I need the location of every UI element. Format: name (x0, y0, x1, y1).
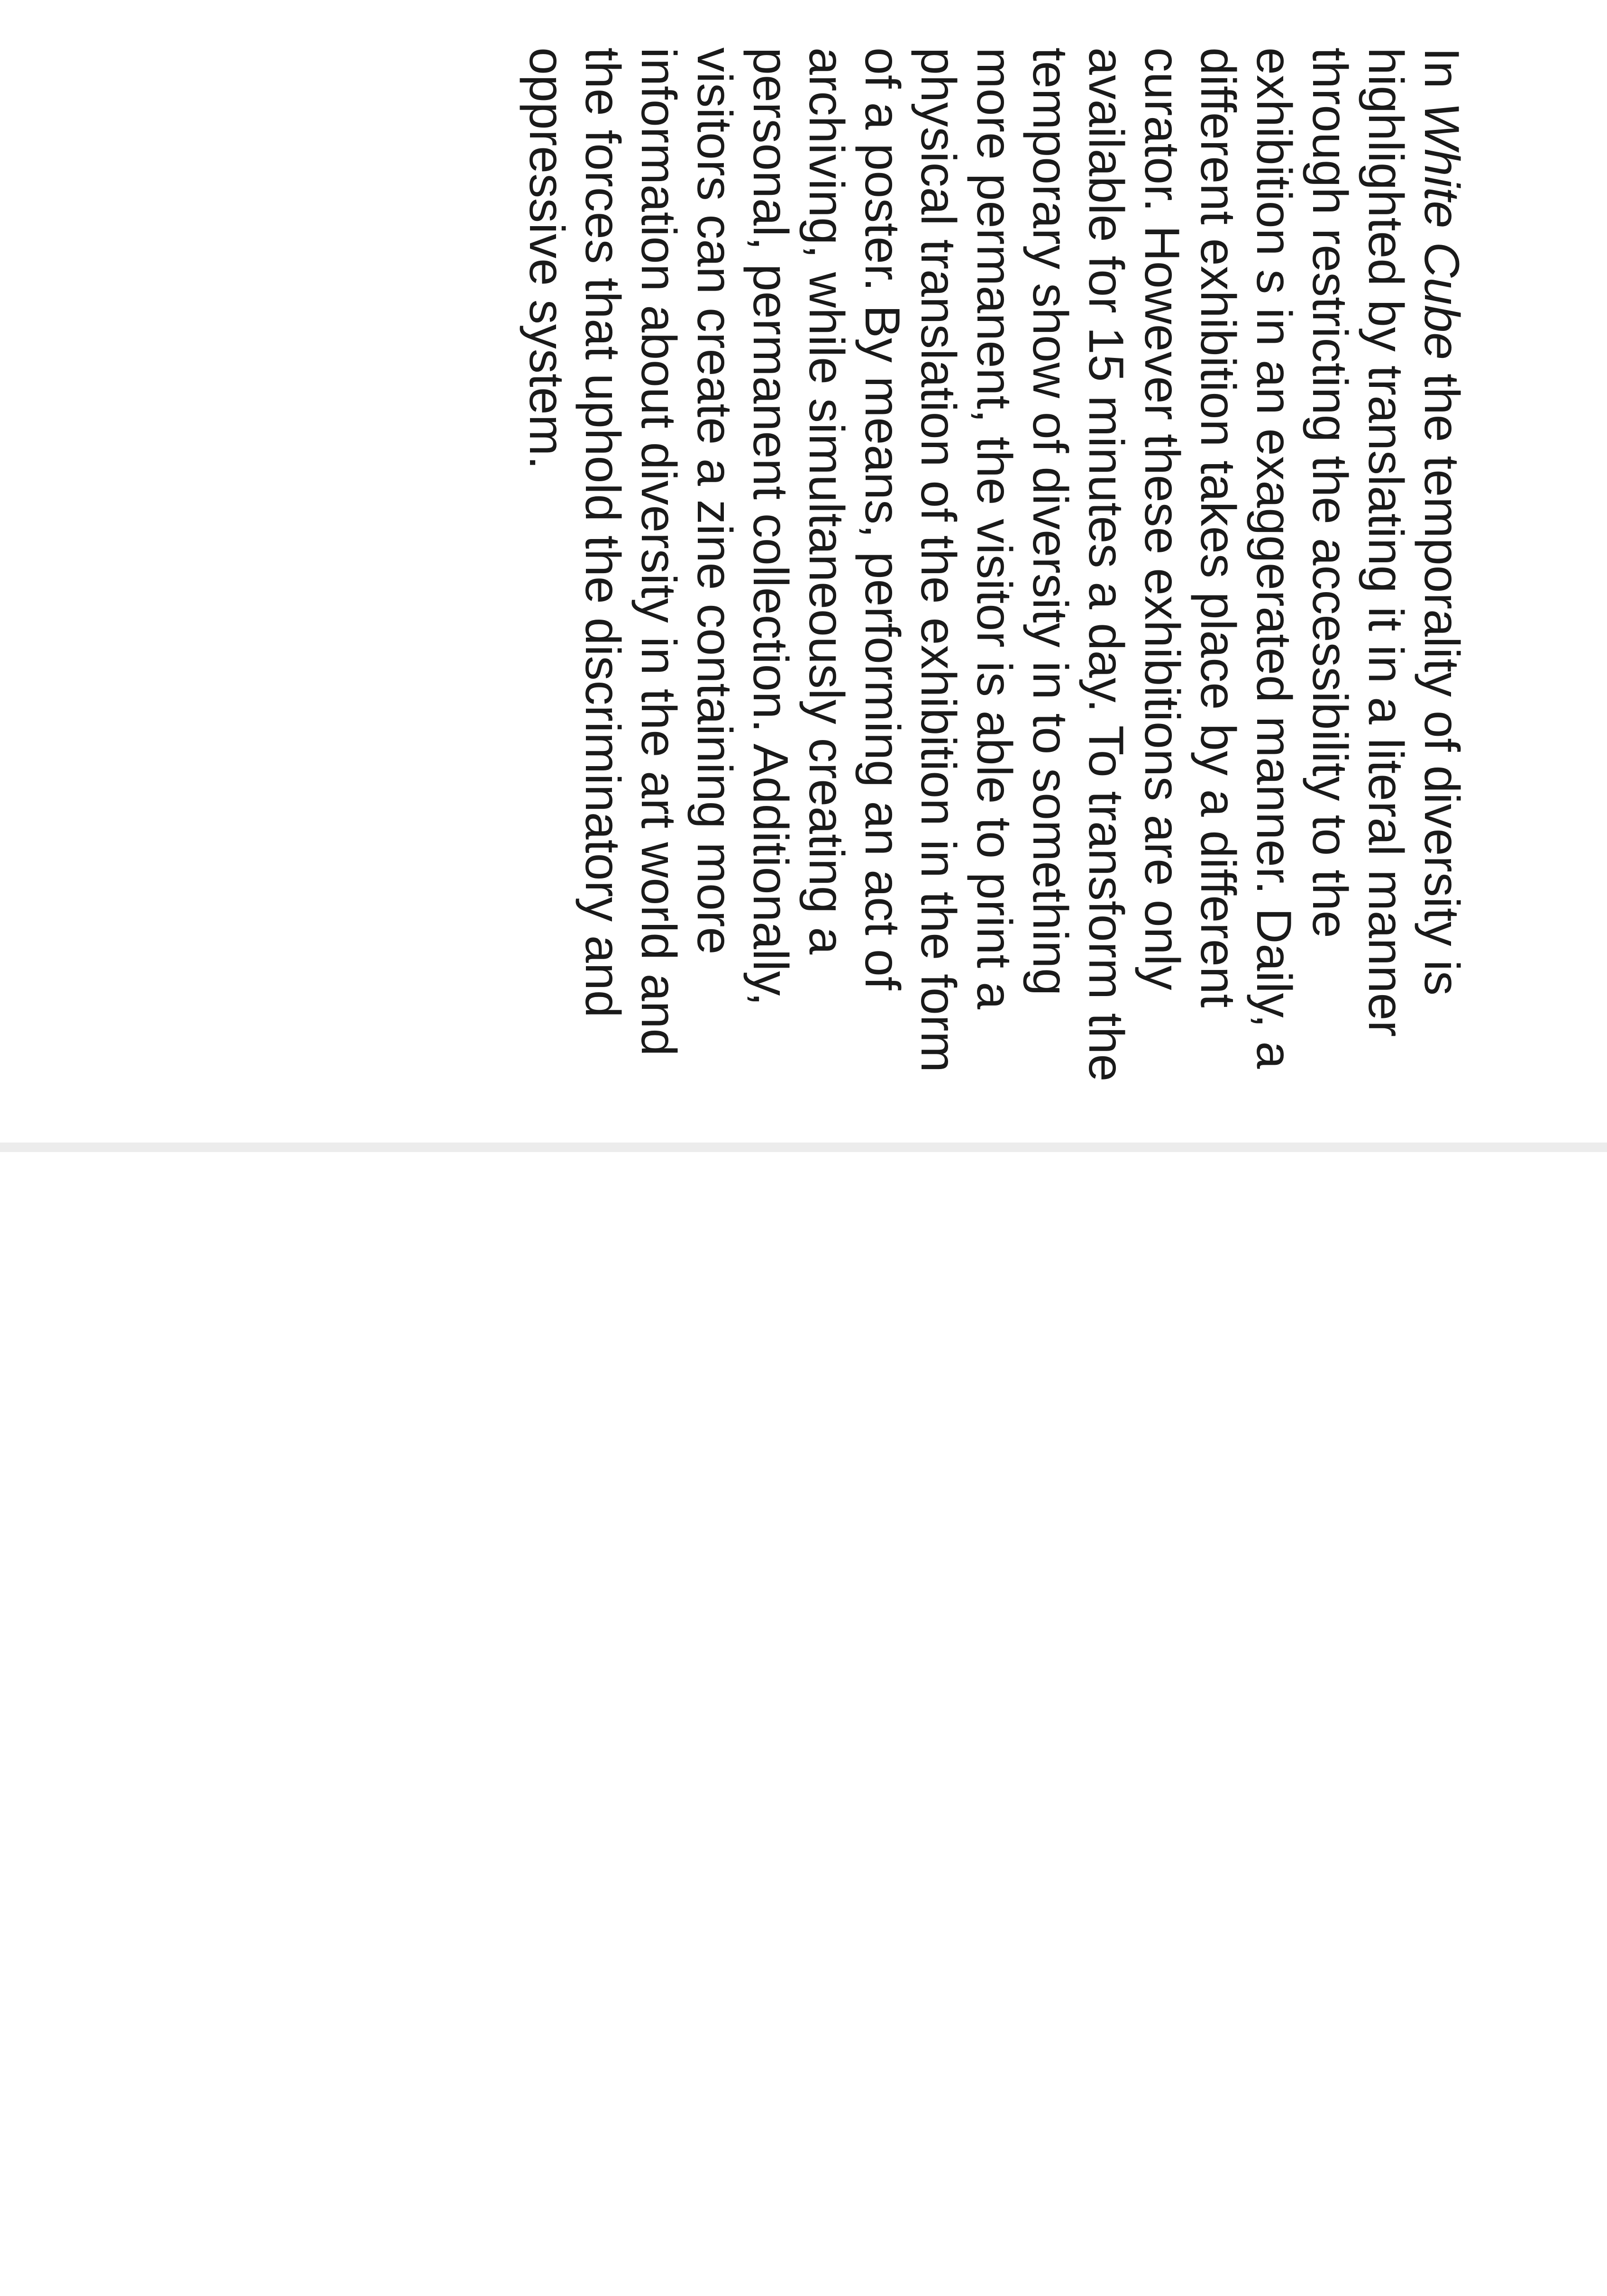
statement-body: the temporality of diversity is highlighted by translating it in a literal manner through restricting the accessibility to the exhibition s in an exaggerated manner. Daily, a different exhibition takes place by a different curator. However these exhibitions are only available for 15 minutes a day. To transform the temporary show of diversity in to something more permanent, the visitor is able to print a physical translation of the exhibition in the form of a poster. By means, performing an act of archiving, while simultaneously creating a personal, permanent collection. Additionally, visitors can create a zine containing more information about diversity in the art world and the forces that uphold the discriminatory and oppressive system. (519, 47, 1469, 1082)
statement-page (0, 0, 1607, 1143)
article-page (0, 1152, 1607, 2296)
statement-text (519, 47, 1470, 1114)
page-gap (0, 1143, 1607, 1152)
statement-title: White Cube (1414, 102, 1469, 360)
statement-frame (284, 47, 1470, 1114)
statement-lead: In (1414, 47, 1469, 102)
